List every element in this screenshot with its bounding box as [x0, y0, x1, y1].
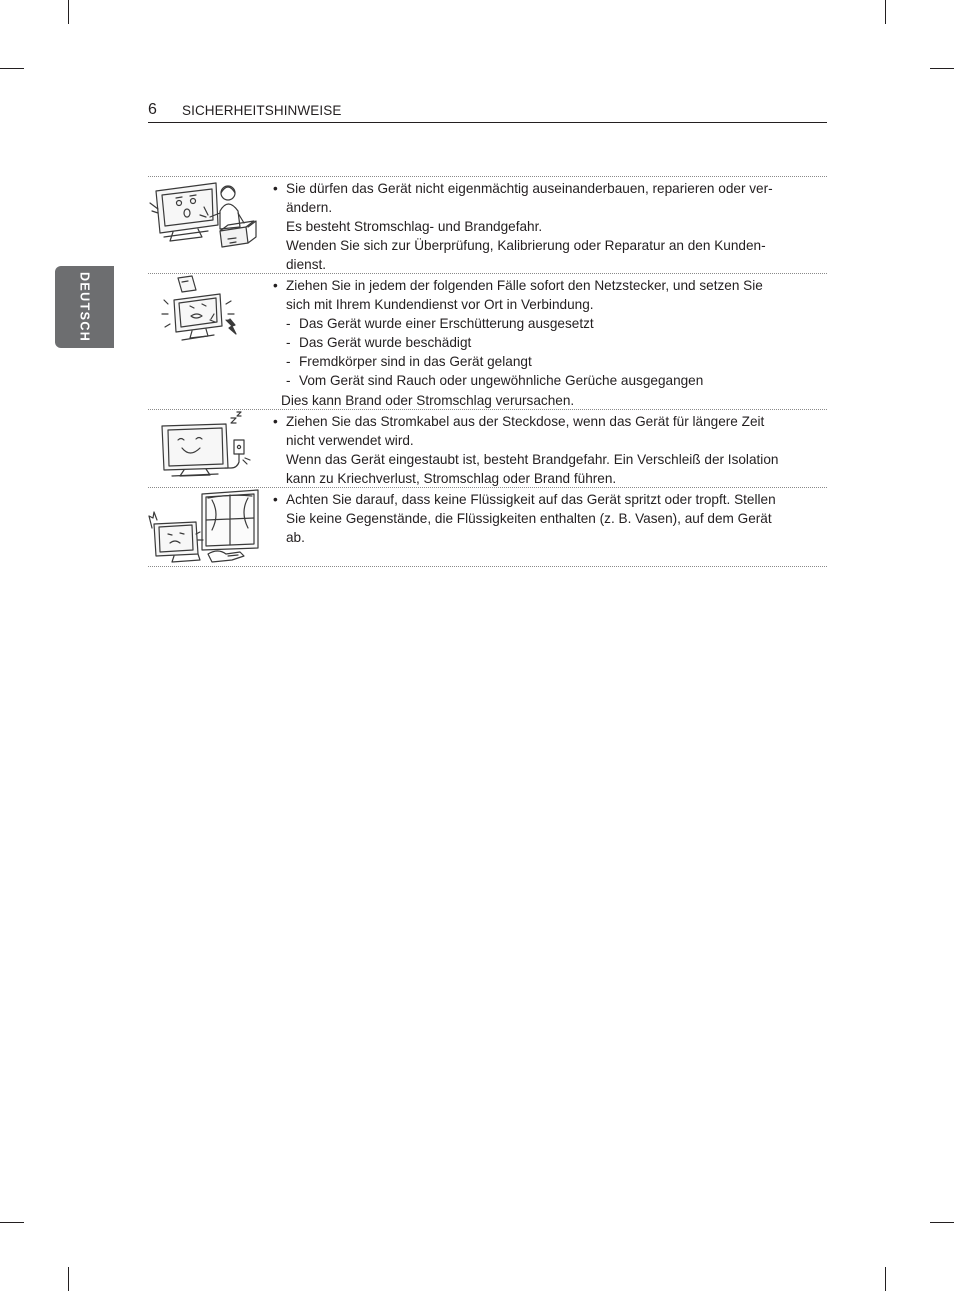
- bullet-icon: •: [273, 492, 278, 507]
- sub-list-item: - Das Gerät wurde beschädigt: [268, 333, 827, 352]
- sub-list-item: - Das Gerät wurde einer Erschütterung ausgesetzt: [268, 314, 827, 333]
- text-line: Wenn das Gerät eingestaubt ist, besteht Brandgefahr. Ein Verschleiß der Isolation: [286, 452, 779, 468]
- text-line: dienst.: [286, 257, 327, 273]
- crop-mark: [0, 1222, 24, 1223]
- bullet-icon: •: [273, 181, 278, 196]
- safety-item-text: [268, 179, 827, 274]
- text-line: sich mit Ihrem Kundendienst vor Ort in Verbindung.: [286, 297, 594, 313]
- safety-row: [148, 273, 827, 409]
- sub-list-item: - Fremdkörper sind in das Gerät gelangt: [268, 352, 827, 371]
- language-tab-label: DEUTSCH: [77, 271, 92, 343]
- crop-mark: [930, 1222, 954, 1223]
- warning-note: Dies kann Brand oder Stromschlag verursachen.: [281, 392, 575, 408]
- bullet-icon: •: [273, 278, 278, 293]
- text-line: Sie dürfen das Gerät nicht eigenmächtig auseinanderbauen, reparieren oder ver-: [286, 181, 773, 196]
- crop-mark: [68, 0, 69, 24]
- safety-table: [148, 176, 827, 567]
- safety-item-text: [268, 276, 827, 314]
- bullet-icon: •: [273, 414, 278, 429]
- page-header: [148, 100, 827, 123]
- text-line: Wenden Sie sich zur Überprüfung, Kalibrierung oder Reparatur an den Kunden-: [286, 238, 766, 254]
- crop-mark: [885, 1267, 886, 1291]
- tv-damage-illustration: [148, 274, 262, 354]
- tv-liquid-illustration: [148, 488, 262, 566]
- text-line: kann zu Kriechverlust, Stromschlag oder Brand führen.: [286, 471, 617, 487]
- dash-icon: -: [286, 316, 291, 332]
- text-line: Sie keine Gegenstände, die Flüssigkeiten enthalten (z. B. Vasen), auf dem Gerät: [286, 511, 772, 527]
- page-number: 6: [148, 101, 157, 118]
- safety-row: [148, 409, 827, 487]
- sub-list-item: - Vom Gerät sind Rauch oder ungewöhnliche Gerüche ausgegangen: [268, 371, 827, 390]
- text-line: Es besteht Stromschlag- und Brandgefahr.: [286, 219, 543, 235]
- tv-disassembly-illustration: [148, 177, 262, 273]
- dash-icon: -: [286, 354, 291, 370]
- crop-mark: [68, 1267, 69, 1291]
- safety-row: [148, 487, 827, 567]
- safety-row: [148, 176, 827, 273]
- crop-mark: [0, 68, 24, 69]
- safety-item-text: [268, 490, 827, 547]
- crop-mark: [930, 68, 954, 69]
- dash-icon: -: [286, 335, 291, 351]
- safety-item-text: [268, 412, 827, 488]
- language-tab: [55, 266, 114, 348]
- text-line: ändern.: [286, 200, 333, 216]
- dash-icon: -: [286, 373, 291, 389]
- crop-mark: [885, 0, 886, 24]
- tv-unplug-illustration: [148, 410, 262, 487]
- text-line: Achten Sie darauf, dass keine Flüssigkeit auf das Gerät spritzt oder tropft. Stellen: [286, 492, 776, 507]
- text-line: Ziehen Sie in jedem der folgenden Fälle sofort den Netzstecker, und setzen Sie: [286, 278, 763, 293]
- section-title: SICHERHEITSHINWEISE: [182, 103, 342, 118]
- text-line: nicht verwendet wird.: [286, 433, 414, 449]
- text-line: ab.: [286, 530, 305, 546]
- text-line: Ziehen Sie das Stromkabel aus der Steckdose, wenn das Gerät für längere Zeit: [286, 414, 765, 429]
